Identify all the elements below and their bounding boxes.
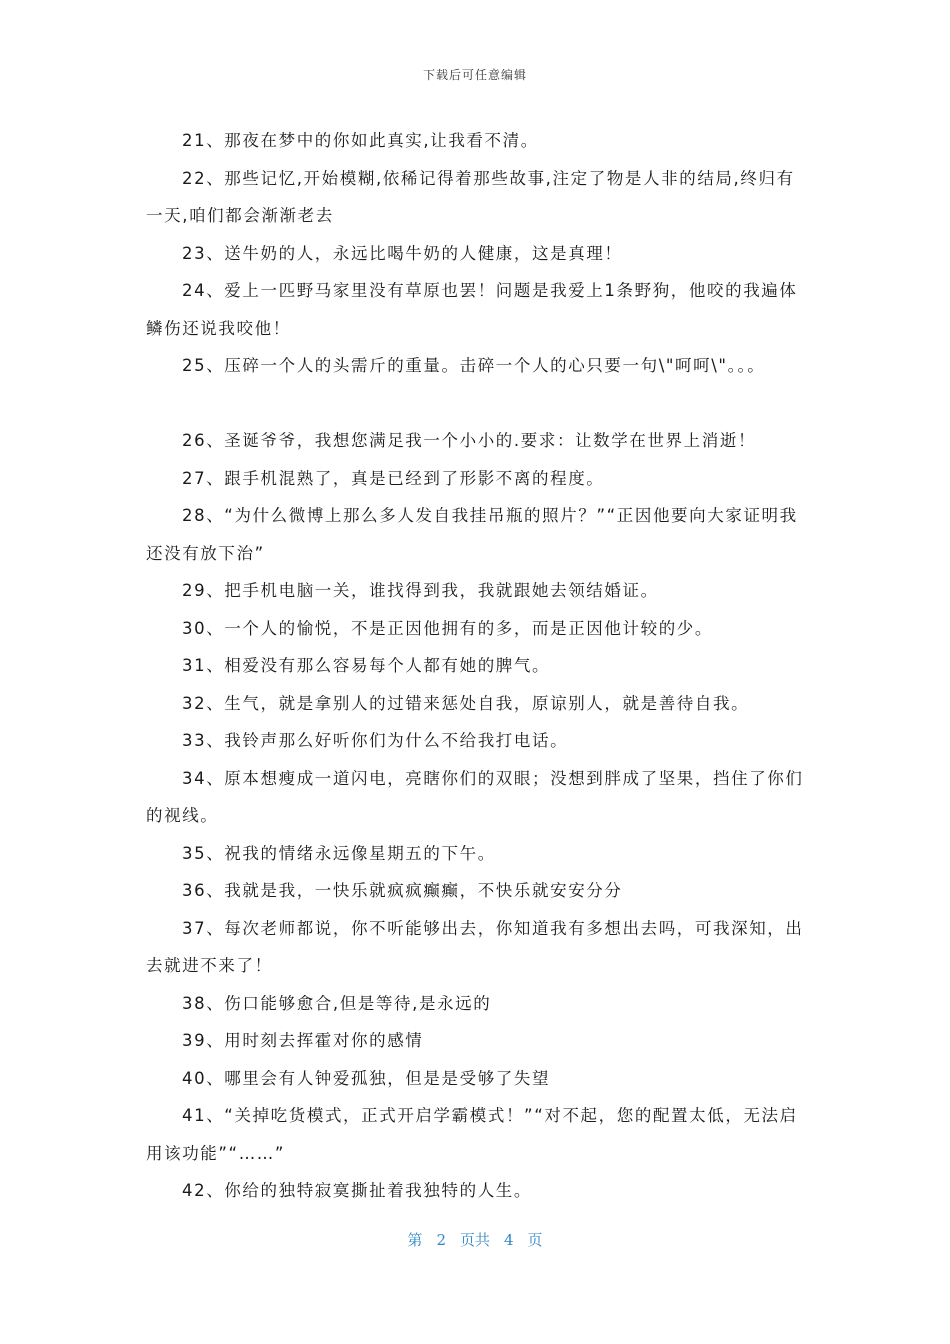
paragraph-34: 34、原本想瘦成一道闪电，亮瞎你们的双眼；没想到胖成了坚果，挡住了你们的视线。 [146,768,804,825]
page-footer [0,1229,950,1250]
paragraph-41: 41、“关掉吃货模式，正式开启学霸模式！”“对不起，您的配置太低，无法启用该功能”“……” [146,1106,798,1163]
footer-prefix: 第 [407,1231,423,1249]
paragraph-32: 32、生气，就是拿别人的过错来惩处自我，原谅别人，就是善待自我。 [182,693,750,713]
paragraph-23: 23、送牛奶的人，永远比喝牛奶的人健康，这是真理！ [182,243,623,263]
paragraph-38: 38、伤口能够愈合,但是等待,是永远的 [182,993,492,1013]
paragraph-29: 29、把手机电脑一关，谁找得到我，我就跟她去领结婚证。 [182,581,659,600]
paragraph-42: 42、你给的独特寂寞撕扯着我独特的人生。 [182,1181,532,1200]
paragraph-31: 31、相爱没有那么容易每个人都有她的脾气。 [182,656,551,675]
paragraph-26: 26、圣诞爷爷，我想您满足我一个小小的.要求：让数学在世界上消逝！ [182,431,757,450]
footer-current-page: 2 [436,1231,446,1249]
blank-line [146,385,806,423]
paragraph-37: 37、每次老师都说，你不听能够出去，你知道我有多想出去吗，可我深知，出去就进不来了！ [146,918,804,975]
paragraph-27: 27、跟手机混熟了，真是已经到了形影不离的程度。 [182,468,605,488]
paragraph-33: 33、我铃声那么好听你们为什么不给我打电话。 [182,731,569,750]
paragraph-25: 25、压碎一个人的头需斤的重量。击碎一个人的心只要一句\"呵呵\"。。。 [182,356,766,375]
footer-middle: 页共 [459,1231,490,1249]
paragraph-39: 39、用时刻去挥霍对你的感情 [182,1031,424,1050]
paragraph-35: 35、祝我的情绪永远像星期五的下午。 [182,843,496,863]
paragraph-30: 30、一个人的愉悦，不是正因他拥有的多，而是正因他计较的少。 [182,618,713,638]
footer-total-pages: 4 [504,1231,514,1249]
paragraph-24: 24、爱上一匹野马家里没有草原也罢！问题是我爱上1条野狗，他咬的我遍体鳞伤还说我咬他！ [146,281,798,338]
document-body [146,122,806,1210]
paragraph-22: 22、那些记忆,开始模糊,依稀记得着那些故事,注定了物是人非的结局,终归有一天,咱们都会渐渐老去 [146,168,795,225]
paragraph-40: 40、哪里会有人钟爱孤独，但是是受够了失望 [182,1068,551,1088]
page-header: 下载后可任意编辑 [422,68,527,82]
footer-suffix: 页 [527,1231,543,1249]
paragraph-28: 28、“为什么微博上那么多人发自我挂吊瓶的照片？”“正因他要向大家证明我还没有放下治” [146,506,798,563]
paragraph-21: 21、那夜在梦中的你如此真实,让我看不清。 [182,131,539,150]
paragraph-36: 36、我就是我，一快乐就疯疯癫癫，不快乐就安安分分 [182,881,623,900]
